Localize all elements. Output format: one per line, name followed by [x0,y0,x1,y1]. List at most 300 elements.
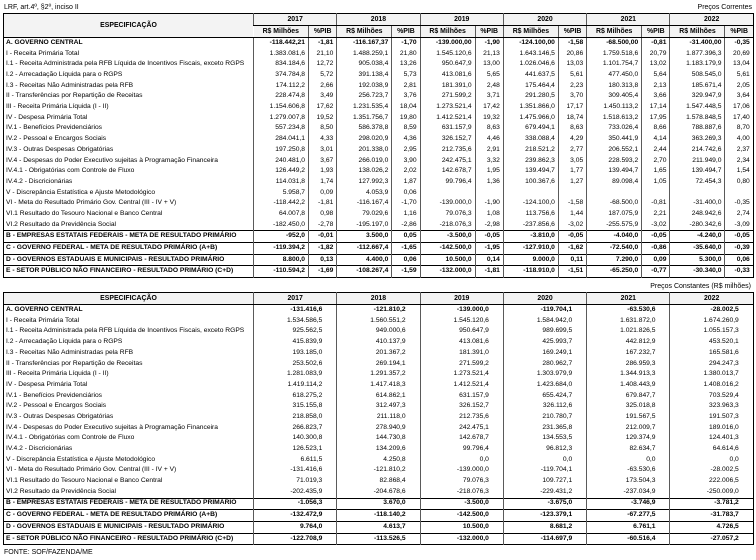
value-cell: 0,0 [670,455,753,466]
value-cell: 6.611,5 [254,455,337,466]
value-cell: 181.391,0 [420,81,475,92]
value-cell: 181.391,0 [420,348,503,359]
row-label: I.3 - Receitas Não Administradas pela RFB [6,348,134,356]
value-cell: 1,44 [558,209,586,220]
value-cell: 2,91 [475,145,503,156]
value-cell: 0,11 [558,254,586,266]
value-cell: -0,35 [725,38,753,49]
table-row [4,455,754,466]
value-cell: 248.942,6 [670,209,725,220]
value-cell: 703.529,4 [670,391,753,402]
value-cell: -119.704,1 [503,465,586,476]
table-row [4,102,754,113]
row-label: II - Transferências por Repartição de Receitas [6,359,143,367]
value-cell: -122.708,9 [254,533,337,545]
row-label: A. GOVERNO CENTRAL [6,38,83,46]
value-cell: -0,05 [642,231,670,243]
value-cell: -0,81 [642,198,670,209]
value-cell: -121.810,2 [337,305,420,316]
table-row [4,498,754,510]
value-cell: -119.394,2 [254,243,309,255]
value-cell: 1,54 [725,166,753,177]
value-cell: 79.076,3 [420,209,475,220]
value-cell: 1.281.083,9 [254,369,337,380]
value-cell: 1.674.260,9 [670,316,753,327]
value-cell: 242.475,1 [420,156,475,167]
value-cell: -4.240,0 [670,231,725,243]
constant-table-body [4,305,754,545]
value-cell: 1,65 [642,166,670,177]
value-cell: -139.000,0 [420,465,503,476]
value-cell: -28.002,5 [670,465,753,476]
pib-subheader: %PIB [558,26,586,38]
value-cell: 96.812,3 [503,444,586,455]
value-cell: -139.000,00 [420,38,475,49]
value-cell: -31.783,7 [670,510,753,522]
value-cell: -218.076,3 [420,487,503,498]
year-header: 2022 [670,293,753,305]
row-label: I.1 - Receita Administrada pela RFB Líquida de Incentivos Fiscais, exceto RGPS [6,327,245,335]
value-cell: 8,70 [725,124,753,135]
value-cell: -0,05 [475,231,503,243]
value-cell: 1,93 [309,166,337,177]
value-cell: -229.431,2 [503,487,586,498]
value-cell: 8,50 [309,124,337,135]
value-cell: 20,79 [642,49,670,60]
value-cell: 679.847,7 [587,391,670,402]
value-cell: 13,26 [392,59,420,70]
value-cell: 242.475,1 [420,423,503,434]
row-label: E - SETOR PÚBLICO NÃO FINANCEIRO - RESULTADO PRIMÁRIO (C+D) [4,266,254,278]
value-cell: 134.209,6 [337,444,420,455]
value-cell: 109.727,1 [503,476,586,487]
value-cell: 3.670,0 [337,498,420,510]
value-cell: 4,33 [309,134,337,145]
value-cell: 309.405,4 [587,91,642,102]
value-cell: 228.593,2 [587,156,642,167]
value-cell: 17,40 [725,113,753,124]
value-cell: -3.810,0 [503,231,558,243]
row-label: I.1 - Receita Administrada pela RFB Líquida de Incentivos Fiscais, exceto RGPS [6,60,245,68]
row-label: VI - Meta do Resultado Primário Gov. Central (III - IV + V) [6,466,177,474]
value-cell: -1,58 [558,198,586,209]
spec-column-header: ESPECIFICAÇÃO [4,14,254,38]
table-row [4,177,754,188]
value-cell: 1.518.613,2 [587,113,642,124]
value-cell: 79.029,6 [337,209,392,220]
value-cell: 280.962,7 [503,359,586,370]
value-cell: 64.614,6 [670,444,753,455]
value-cell: 557.234,8 [254,124,309,135]
value-cell: 1.351.866,0 [503,102,558,113]
value-cell: 5,73 [392,70,420,81]
value-cell: -27.057,2 [670,533,753,545]
pib-subheader: %PIB [475,26,503,38]
table-row [4,49,754,60]
value-cell: -3,02 [642,220,670,231]
value-cell: -28.002,5 [670,305,753,316]
table-row [4,465,754,476]
value-cell: 212.735,6 [420,412,503,423]
value-cell: -68.500,0 [587,198,642,209]
value-cell: 2,77 [558,145,586,156]
value-cell: -218.076,3 [420,220,475,231]
value-cell: -132.000,0 [420,533,503,545]
value-cell: 189.016,0 [670,423,753,434]
current-prices-table [3,13,754,278]
value-cell: 12,72 [309,59,337,70]
value-cell: 1.291.357,2 [337,369,420,380]
pib-subheader: %PIB [642,26,670,38]
value-cell: 174.112,2 [254,81,309,92]
currency-subheader: R$ Milhões [503,26,558,38]
row-label: IV - Despesa Primária Total [6,380,88,388]
value-cell: 1.560.551,2 [337,316,420,327]
row-label: C - GOVERNO FEDERAL - META DE RESULTADO PRIMÁRIO (A+B) [4,243,254,255]
value-cell: 410.137,9 [337,337,420,348]
year-header: 2022 [670,14,753,26]
row-label: IV.3 - Outras Despesas Obrigatórias [6,412,114,420]
table-row [4,369,754,380]
value-cell: -127.910,0 [503,243,558,255]
table-row [4,254,754,266]
value-cell: -30.340,0 [670,266,725,278]
value-cell: -65.250,0 [587,266,642,278]
value-cell: 2,13 [642,81,670,92]
value-cell: 1.584.942,0 [503,316,586,327]
value-cell: 8,63 [475,124,503,135]
value-cell: 21,13 [475,49,503,60]
value-cell [503,188,558,199]
row-label: IV.1 - Benefícios Previdenciários [6,124,103,132]
table-row [4,433,754,444]
value-cell: 253.502,6 [254,359,337,370]
value-cell: 169.249,1 [503,348,586,359]
value-cell: 266.019,0 [337,156,392,167]
table-row [4,81,754,92]
table-row [4,70,754,81]
constant-table-header [4,293,754,305]
value-cell: 508.545,0 [670,70,725,81]
value-cell: 271.599,2 [420,359,503,370]
value-cell: 144.730,8 [337,433,420,444]
row-label: VI.2 Resultado da Previdência Social [6,487,117,495]
value-cell: 212.009,7 [587,423,670,434]
value-cell: 329.947,9 [670,91,725,102]
value-cell: -132.472,9 [254,510,337,522]
value-cell: -2,86 [392,220,420,231]
value-cell: 2,48 [475,81,503,92]
value-cell: 2,02 [392,166,420,177]
value-cell: 212.735,6 [420,145,475,156]
value-cell: 3,66 [642,91,670,102]
value-cell: 1.759.518,6 [587,49,642,60]
value-cell: 13,03 [558,59,586,70]
value-cell: 1,36 [475,177,503,188]
value-cell: 1,77 [558,166,586,177]
year-header: 2020 [503,14,586,26]
value-cell: 1.273.521,4 [420,102,475,113]
value-cell: -118.442,2 [254,198,309,209]
value-cell: -1,90 [475,198,503,209]
value-cell: 13,00 [475,59,503,70]
row-label: V - Discrepância Estatística e Ajuste Metodológico [6,455,156,463]
currency-subheader: R$ Milhões [670,26,725,38]
row-label: E - SETOR PÚBLICO NÃO FINANCEIRO - RESULTADO PRIMÁRIO (C+D) [4,533,254,545]
value-cell: 1.026.046,6 [503,59,558,70]
value-cell: 17,06 [725,102,753,113]
value-cell: 5,65 [475,70,503,81]
value-cell: 9.764,0 [254,521,337,533]
value-cell: 1,08 [475,209,503,220]
value-cell: 3,64 [725,91,753,102]
row-label: V - Discrepância Estatística e Ajuste Metodológico [6,188,156,196]
value-cell: -0,39 [725,243,753,255]
value-cell: 17,17 [558,102,586,113]
value-cell: 2,34 [725,156,753,167]
value-cell: 453.520,1 [670,337,753,348]
pib-subheader: %PIB [725,26,753,38]
value-cell: -1,81 [475,266,503,278]
table-row [4,423,754,434]
value-cell: 1.279.007,8 [254,113,309,124]
value-cell: 989.699,5 [503,327,586,338]
value-cell: 167.232,7 [587,348,670,359]
value-cell: 192.038,9 [337,81,392,92]
value-cell: 21,10 [309,49,337,60]
value-cell: 4,36 [392,134,420,145]
value-cell: 949.000,6 [337,327,420,338]
value-cell: 79.076,3 [420,476,503,487]
value-cell: 0,14 [475,254,503,266]
value-cell: 286.959,3 [587,359,670,370]
value-cell: -131.416,6 [254,305,337,316]
row-label: IV.4 - Despesas do Poder Executivo sujeitas à Programação Financeira [6,423,219,431]
row-label: A. GOVERNO CENTRAL [6,306,83,314]
value-cell: 113.756,6 [503,209,558,220]
value-cell: -108.267,4 [337,266,392,278]
value-cell: 3,05 [558,156,586,167]
value-cell: -2,98 [475,220,503,231]
row-label: I.3 - Receitas Não Administradas pela RFB [6,81,134,89]
value-cell: 1.021.826,5 [587,327,670,338]
value-cell: 218.521,2 [503,145,558,156]
currency-subheader: R$ Milhões [254,26,309,38]
value-cell: 413.081,6 [420,70,475,81]
row-label: VI - Meta do Resultado Primário Gov. Central (III - IV + V) [6,199,177,207]
table-row [4,444,754,455]
value-cell: 3,01 [309,145,337,156]
value-cell: 950.647,9 [420,59,475,70]
value-cell: -1,70 [392,38,420,49]
value-cell: 228.474,8 [254,91,309,102]
value-cell: 2,66 [309,81,337,92]
value-cell: -1,58 [558,38,586,49]
value-cell: 72.454,3 [670,177,725,188]
value-cell: 20,86 [558,49,586,60]
value-cell: 197.250,8 [254,145,309,156]
value-cell: 201.367,2 [337,348,420,359]
value-cell: -204.678,6 [337,487,420,498]
value-cell: -63.530,6 [587,305,670,316]
value-cell: -123.379,1 [503,510,586,522]
value-cell: 210.780,7 [503,412,586,423]
value-cell: -255.575,9 [587,220,642,231]
value-cell: -119.704,1 [503,305,586,316]
value-cell: 415.839,9 [254,337,337,348]
value-cell: 211.118,0 [337,412,420,423]
value-cell: 7.290,0 [587,254,642,266]
row-label: IV.3 - Outras Despesas Obrigatórias [6,145,114,153]
value-cell: 326.152,7 [420,401,503,412]
value-cell: 1.631.872,0 [587,316,670,327]
value-cell: 1.412.521,4 [420,113,475,124]
table-row [4,327,754,338]
value-cell: -0,35 [725,198,753,209]
constant-prices-table [3,292,754,545]
value-cell: 0,13 [309,254,337,266]
table-row [4,198,754,209]
value-cell: 631.157,9 [420,124,475,135]
value-cell: 284.041,1 [254,134,309,145]
row-label: IV.4.1 - Obrigatórias com Controle de Fluxo [6,167,135,175]
value-cell: -3.675,0 [503,498,586,510]
value-cell: 834.184,6 [254,59,309,70]
value-cell: -4.040,0 [587,231,642,243]
value-cell: 17,14 [642,102,670,113]
value-cell: 1.344.913,3 [587,369,670,380]
value-cell: 139.494,7 [503,166,558,177]
year-header: 2018 [337,293,420,305]
value-cell: 1.423.684,0 [503,380,586,391]
value-cell: 4.613,7 [337,521,420,533]
value-cell: 139.494,7 [587,166,642,177]
value-cell: 5,61 [558,70,586,81]
value-cell: -1,69 [309,266,337,278]
value-cell: 294.247,3 [670,359,753,370]
row-label: C - GOVERNO FEDERAL - META DE RESULTADO PRIMÁRIO (A+B) [4,510,254,522]
table-row [4,156,754,167]
value-cell: -124.100,00 [503,38,558,49]
value-cell: 17,95 [642,113,670,124]
value-cell: 134.553,5 [503,433,586,444]
value-cell: 1.055.157,3 [670,327,753,338]
value-cell: 278.940,9 [337,423,420,434]
value-cell: 140.300,8 [254,433,337,444]
value-cell: -0,01 [309,231,337,243]
value-cell: 477.450,0 [587,70,642,81]
value-cell: 2,95 [392,145,420,156]
value-cell: 1.408.016,2 [670,380,753,391]
value-cell: 142.678,7 [420,433,503,444]
value-cell: 19,80 [392,113,420,124]
value-cell: 4,14 [642,134,670,145]
value-cell: 100.367,6 [503,177,558,188]
value-cell: 19,52 [309,113,337,124]
table-row [4,220,754,231]
value-cell: -139.000,0 [420,198,475,209]
value-cell: 10.500,0 [420,254,475,266]
value-cell: 175.464,4 [503,81,558,92]
value-cell: 733.026,4 [587,124,642,135]
value-cell: -280.342,6 [670,220,725,231]
value-cell: -118.910,0 [503,266,558,278]
value-cell: 2,44 [642,145,670,156]
value-cell: -139.000,0 [420,305,503,316]
value-cell: 1.183.179,9 [670,59,725,70]
value-cell: 126.523,1 [254,444,337,455]
row-label: B - EMPRESAS ESTATAIS FEDERAIS - META DE RESULTADO PRIMÁRIO [4,498,254,510]
value-cell: -142.500,0 [420,243,475,255]
value-cell: 1.417.418,3 [337,380,420,391]
value-cell [642,188,670,199]
table-row [4,337,754,348]
value-cell: 0,05 [392,231,420,243]
value-cell: 64.007,8 [254,209,309,220]
table-row [4,412,754,423]
value-cell: 323.963,3 [670,401,753,412]
value-cell: 89.098,4 [587,177,642,188]
table-row [4,166,754,177]
value-cell: 3,49 [309,91,337,102]
value-cell: 4,29 [558,134,586,145]
row-label: I - Receita Primária Total [6,316,80,324]
value-cell: 8,59 [392,124,420,135]
value-cell: 1.578.848,5 [670,113,725,124]
table-row [4,266,754,278]
value-cell: 17,42 [475,102,503,113]
value-cell: -0,86 [642,243,670,255]
value-cell: -72.540,0 [587,243,642,255]
value-cell: 1.231.535,4 [337,102,392,113]
lrf-reference-note: LRF, art.4º, §2º, inciso II [4,4,79,11]
row-label: IV.2 - Pessoal e Encargos Sociais [6,135,107,143]
value-cell: 0,06 [725,254,753,266]
value-cell: 13,02 [642,59,670,70]
value-cell: 413.081,6 [420,337,503,348]
value-cell: 631.157,9 [420,391,503,402]
value-cell: -63.530,6 [587,465,670,476]
table-row [4,305,754,316]
table-row [4,134,754,145]
pib-subheader: %PIB [392,26,420,38]
value-cell: -142.500,0 [420,510,503,522]
table-row [4,231,754,243]
value-cell: 4.250,8 [337,455,420,466]
value-cell: 1.877.396,3 [670,49,725,60]
value-cell: -182.450,0 [254,220,309,231]
value-cell: 9.000,0 [503,254,558,266]
value-cell: 925.562,5 [254,327,337,338]
value-cell: 4,00 [725,134,753,145]
value-cell: 0,09 [309,188,337,199]
value-cell: 2,81 [392,81,420,92]
value-cell: 99.796,4 [420,444,503,455]
value-cell: 3,76 [392,91,420,102]
value-cell: -2,78 [309,220,337,231]
value-cell: -31.400,00 [670,38,725,49]
value-cell: 18,74 [558,113,586,124]
value-cell: -1.056,3 [254,498,337,510]
value-cell: 5.958,7 [254,188,309,199]
value-cell: 99.796,4 [420,177,475,188]
value-cell: -3.781,2 [670,498,753,510]
value-cell: 1.380.013,7 [670,369,753,380]
value-cell: 4.053,9 [337,188,392,199]
year-header: 2019 [420,293,503,305]
value-cell: -195.197,0 [337,220,392,231]
value-cell: 126.449,2 [254,166,309,177]
